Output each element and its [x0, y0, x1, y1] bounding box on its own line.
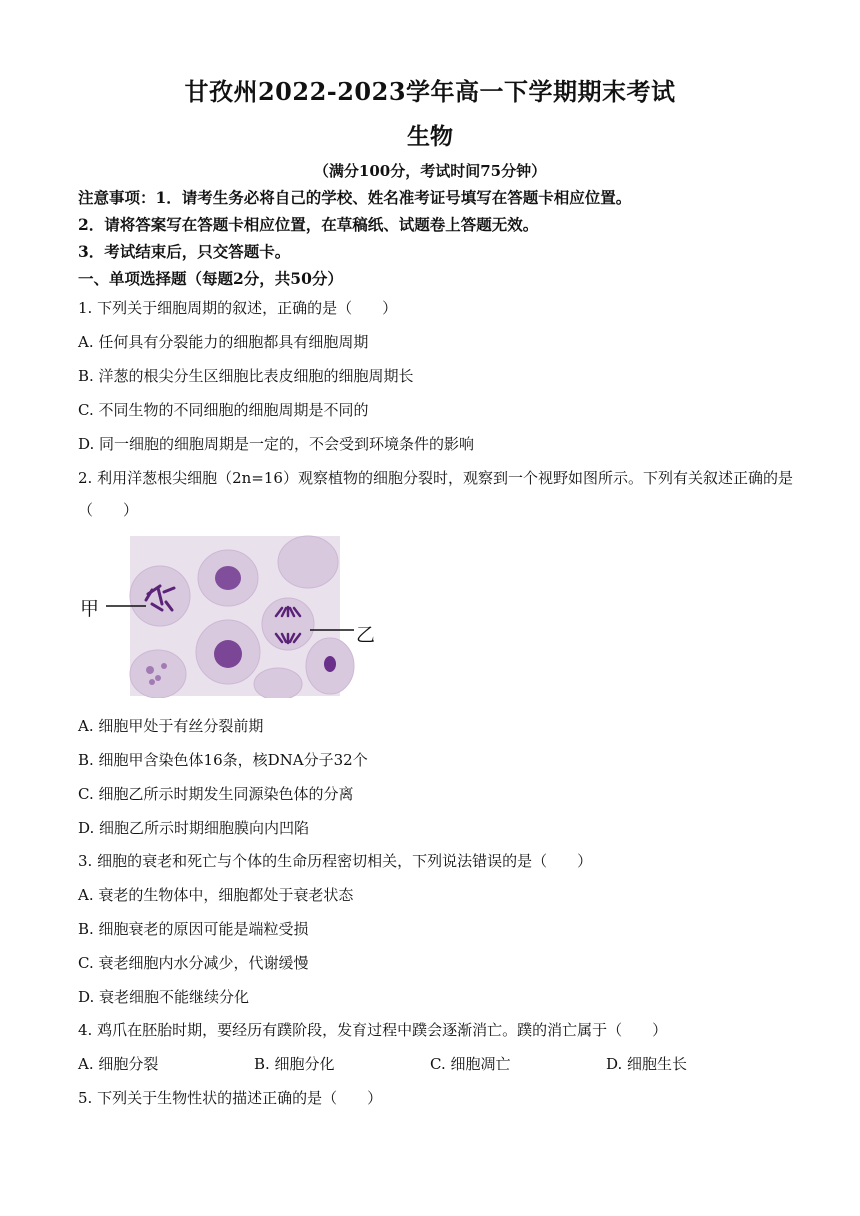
notice-line-1: 注意事项：1．请考生务必将自己的学校、姓名准考证号填写在答题卡相应位置。 — [78, 188, 632, 207]
question-4-option-b: B. 细胞分化 — [254, 1055, 335, 1073]
notice-line-2: 2．请将答案写在答题卡相应位置，在草稿纸、试题卷上答题无效。 — [78, 215, 539, 234]
question-3-option-d: D. 衰老细胞不能继续分化 — [78, 988, 250, 1006]
question-2-stem-cont: （ ） — [78, 501, 139, 519]
question-1-option-b: B. 洋葱的根尖分生区细胞比表皮细胞的细胞周期长 — [78, 367, 414, 385]
question-3-option-b: B. 细胞衰老的原因可能是端粒受损 — [78, 920, 309, 938]
question-1-stem: 1. 下列关于细胞周期的叙述，正确的是（ ） — [78, 299, 398, 317]
question-1-option-a: A. 任何具有分裂能力的细胞都具有细胞周期 — [78, 333, 369, 351]
question-2-option-a: A. 细胞甲处于有丝分裂前期 — [78, 717, 264, 735]
question-2-option-d: D. 细胞乙所示时期细胞膜向内凹陷 — [78, 819, 310, 837]
label-jia: 甲 — [80, 598, 100, 620]
question-2-option-b: B. 细胞甲含染色体16条，核DNA分子32个 — [78, 751, 368, 769]
exam-title: 甘孜州2022-2023学年高一下学期期末考试 — [184, 77, 676, 106]
question-3-option-a: A. 衰老的生物体中，细胞都处于衰老状态 — [78, 886, 354, 904]
question-1-option-c: C. 不同生物的不同细胞的细胞周期是不同的 — [78, 401, 369, 419]
question-4-stem: 4. 鸡爪在胚胎时期，要经历有蹼阶段，发育过程中蹼会逐渐消亡。蹼的消亡属于（ ） — [78, 1021, 668, 1039]
question-1-option-d: D. 同一细胞的细胞周期是一定的，不会受到环境条件的影响 — [78, 435, 475, 453]
question-2-option-c: C. 细胞乙所示时期发生同源染色体的分离 — [78, 785, 354, 803]
question-3-stem: 3. 细胞的衰老和死亡与个体的生命历程密切相关，下列说法错误的是（ ） — [78, 852, 593, 870]
question-3-option-c: C. 衰老细胞内水分减少，代谢缓慢 — [78, 954, 309, 972]
micrograph-figure — [78, 534, 378, 698]
question-2-stem: 2. 利用洋葱根尖细胞（2n=16）观察植物的细胞分裂时，观察到一个视野如图所示。下列有关叙述正确的是 — [78, 469, 793, 487]
section-heading: 一、单项选择题（每题2分，共50分） — [78, 269, 343, 288]
question-5-stem: 5. 下列关于生物性状的描述正确的是（ ） — [78, 1089, 383, 1107]
onion-root-tip-micrograph — [78, 534, 378, 698]
question-4-option-a: A. 细胞分裂 — [78, 1055, 159, 1073]
question-4-option-d: D. 细胞生长 — [606, 1055, 688, 1073]
exam-meta: （满分100分，考试时间75分钟） — [313, 162, 547, 180]
label-yi: 乙 — [356, 624, 376, 646]
notice-line-3: 3．考试结束后，只交答题卡。 — [78, 242, 291, 261]
question-4-option-c: C. 细胞凋亡 — [430, 1055, 511, 1073]
subject-title: 生物 — [407, 123, 453, 150]
